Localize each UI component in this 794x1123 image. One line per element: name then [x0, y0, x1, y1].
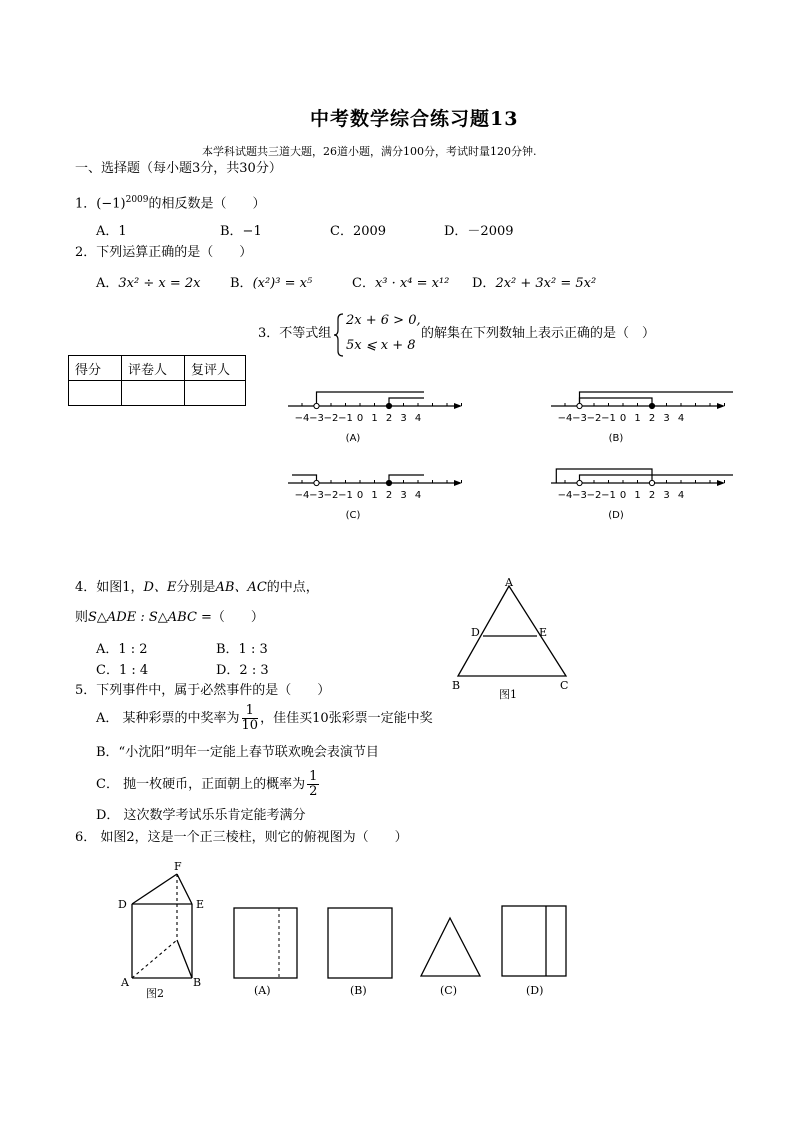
number-line-a[interactable] [280, 380, 470, 450]
tick-label: −3 [572, 490, 587, 501]
number-line-caption: (B) [608, 433, 624, 444]
tick-label: 0 [356, 413, 364, 424]
q1-option-b[interactable]: B．−1 [220, 224, 262, 239]
q1-option-d[interactable]: D．－2009 [444, 224, 514, 239]
tick-label: 2 [385, 490, 393, 501]
q5-option-c[interactable]: C． 抛一枚硬币，正面朝上的概率为 $\frac{1}{2}$ [96, 769, 318, 799]
tick-label: 3 [663, 490, 670, 501]
label-c: C [560, 679, 569, 692]
q6-caption-d: (D) [526, 984, 544, 997]
question-1-stem: 1．$(-1)^{2009}$的相反数是（ ） [75, 195, 266, 212]
label-d: D [118, 898, 127, 911]
arrow-icon [454, 480, 462, 486]
question-2-stem: 2．下列运算正确的是（ ） [75, 245, 253, 260]
tick-label: 1 [371, 490, 378, 501]
number-line-caption: (A) [345, 433, 361, 444]
open-point [577, 480, 582, 485]
prism-figure-2 [112, 856, 222, 1006]
tick-label: 4 [414, 413, 422, 424]
tick-label: −3 [309, 413, 324, 424]
tick-label: 3 [400, 413, 407, 424]
tick-label: −3 [309, 490, 324, 501]
label-d: D [471, 626, 480, 639]
score-table [68, 355, 246, 406]
q6-option-a-figure[interactable] [230, 904, 302, 1000]
tick-label: 2 [385, 413, 393, 424]
tick-label: 0 [619, 490, 627, 501]
reviewer-cell[interactable] [185, 381, 246, 406]
question-4-stem-line2: 则S△ADE : S△ABC =（ ） [75, 610, 264, 625]
tick-label: 1 [634, 490, 641, 501]
solution-bar [580, 398, 653, 406]
label-b: B [193, 976, 202, 989]
figure-1-caption: 图1 [499, 688, 517, 701]
page-title: 中考数学综合练习题13 [310, 108, 519, 130]
exam-subtitle: 本学科试题共三道大题，26道小题，满分100分，考试时量120分钟. [202, 145, 537, 158]
tick-label: 4 [677, 413, 685, 424]
tick-label: −2 [586, 490, 602, 501]
grader-header: 评卷人 [122, 356, 185, 381]
q6-option-d-figure[interactable] [498, 902, 570, 1000]
open-point [314, 403, 319, 408]
q2-option-b[interactable]: B．(x²)³ = x⁵ [230, 276, 313, 291]
q2-option-d[interactable]: D．2x² + 3x² = 5x² [472, 276, 597, 291]
question-4-stem-line1: 4．如图1，D、E分别是AB、AC的中点， [75, 580, 319, 595]
tick-label: 1 [634, 413, 641, 424]
q4-option-a[interactable]: A．1 : 2 [96, 642, 148, 657]
label-a: A [505, 576, 513, 589]
tick-label: 4 [677, 490, 685, 501]
q6-caption-c: (C) [440, 984, 457, 997]
tick-label: −4 [557, 490, 573, 501]
tick-label: 3 [663, 413, 670, 424]
label-b: B [452, 679, 461, 692]
question-6-stem: 6． 如图2，这是一个正三棱柱，则它的俯视图为（ ） [75, 830, 408, 845]
arrow-icon [717, 403, 725, 409]
tick-label: −1 [601, 490, 616, 501]
question-3-stem-tail: 的解集在下列数轴上表示正确的是（ ） [421, 326, 656, 341]
number-line-caption: (D) [608, 510, 624, 521]
q4-option-d[interactable]: D．2 : 3 [216, 663, 269, 678]
q2-option-c[interactable]: C．x³ · x⁴ = x¹² [352, 276, 450, 291]
q6-caption-b: (B) [350, 984, 367, 997]
tick-label: −4 [294, 413, 310, 424]
tick-label: 4 [414, 490, 422, 501]
q5-option-b[interactable]: B．“小沈阳”明年一定能上春节联欢晚会表演节目 [96, 745, 379, 760]
tick-label: −2 [586, 413, 602, 424]
label-f: F [174, 860, 182, 873]
tick-label: −3 [572, 413, 587, 424]
solution-ray [317, 392, 425, 406]
q1-option-c[interactable]: C．2009 [330, 224, 387, 239]
question-3-stem: 3．不等式组 [258, 326, 332, 341]
q5-option-d[interactable]: D． 这次数学考试乐乐肯定能考满分 [96, 808, 306, 823]
tick-label: 2 [648, 413, 656, 424]
q1-option-a[interactable]: A．1 [96, 224, 127, 239]
score-cell[interactable] [69, 381, 122, 406]
q4-option-b[interactable]: B．1 : 3 [216, 642, 268, 657]
tick-label: −2 [323, 490, 339, 501]
solution-ray [292, 475, 317, 483]
tick-label: −4 [557, 413, 573, 424]
score-header: 得分 [69, 356, 122, 381]
tick-label: −1 [338, 490, 353, 501]
closed-point [386, 480, 391, 485]
number-line-d[interactable] [543, 457, 733, 527]
open-point [577, 403, 582, 408]
tick-label: 3 [400, 490, 407, 501]
arrow-icon [454, 403, 462, 409]
number-line-caption: (C) [345, 510, 361, 521]
solution-ray [389, 398, 424, 406]
tick-label: −1 [601, 413, 616, 424]
reviewer-header: 复评人 [185, 356, 246, 381]
grader-cell[interactable] [122, 381, 185, 406]
number-line-c[interactable] [280, 457, 470, 527]
q4-option-c[interactable]: C．1 : 4 [96, 663, 149, 678]
triangle-figure-1 [444, 574, 584, 704]
tick-label: 1 [371, 413, 378, 424]
number-line-b[interactable] [543, 380, 733, 450]
section-heading: 一、选择题（每小题3分，共30分） [75, 161, 282, 176]
q6-option-c-figure[interactable] [416, 904, 488, 1000]
tick-label: −2 [323, 413, 339, 424]
q2-option-a[interactable]: A．3x² ÷ x = 2x [96, 276, 201, 291]
tick-label: −1 [338, 413, 353, 424]
label-a: A [121, 976, 129, 989]
tick-label: 0 [619, 413, 627, 424]
tick-label: 2 [648, 490, 656, 501]
arrow-icon [717, 480, 725, 486]
open-point [314, 480, 319, 485]
q6-option-b-figure[interactable] [324, 904, 396, 1000]
label-e: E [539, 626, 548, 639]
closed-point [649, 403, 654, 408]
q5-option-a[interactable]: A． 某种彩票的中奖率为 $\frac{1}{10}$ ，佳佳买10张彩票一定能中奖 [96, 703, 433, 733]
label-e: E [196, 898, 205, 911]
tick-label: 0 [356, 490, 364, 501]
open-point [649, 480, 654, 485]
closed-point [386, 403, 391, 408]
inequality-2: 5x ⩽ x + 8 [346, 338, 416, 353]
inequality-1: 2x + 6 > 0, [346, 313, 421, 328]
brace-icon [334, 313, 344, 357]
q6-caption-a: (A) [254, 984, 271, 997]
tick-label: −4 [294, 490, 310, 501]
solution-ray [389, 475, 424, 483]
figure-2-caption: 图2 [146, 987, 164, 1000]
question-5-stem: 5．下列事件中，属于必然事件的是（ ） [75, 683, 331, 698]
